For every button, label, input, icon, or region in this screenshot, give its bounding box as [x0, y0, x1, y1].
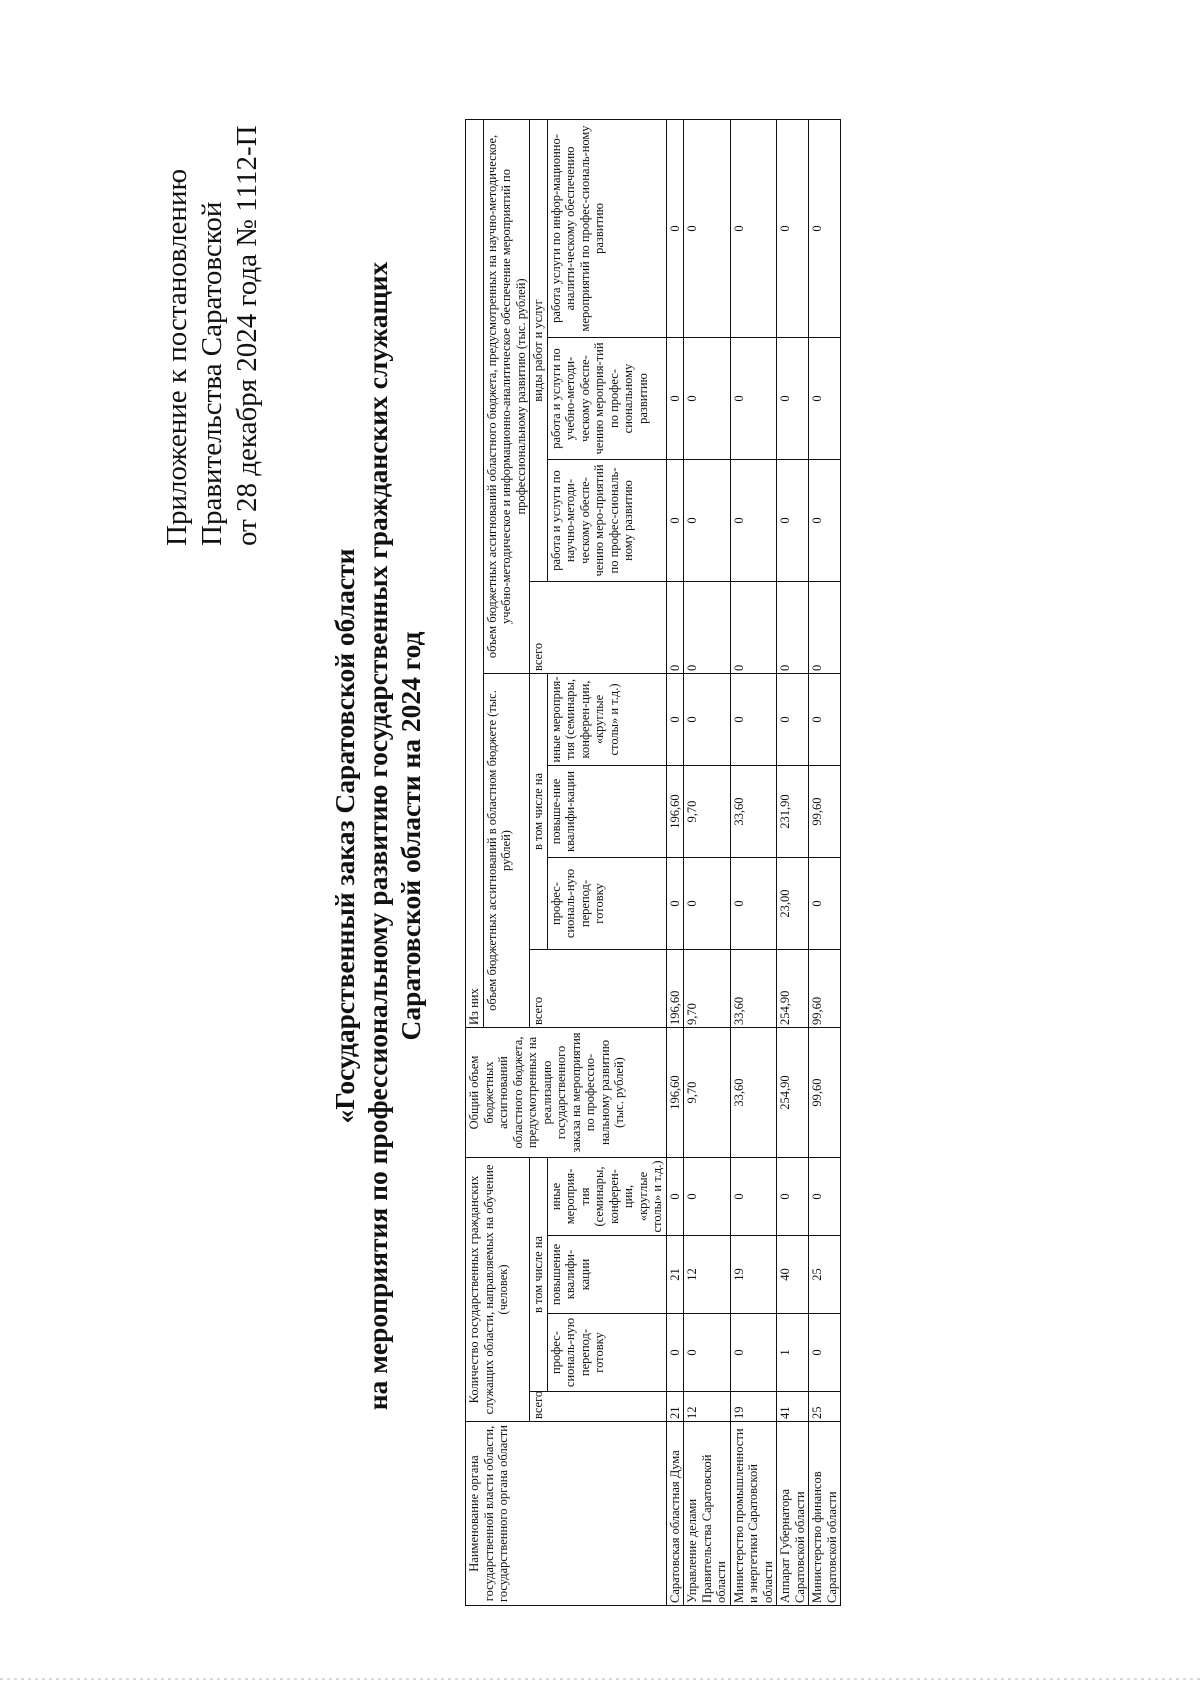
col-count-group: Количество государственных гражданских служащих области, направляемых на обучение (человек)	[466, 1158, 530, 1422]
col-budget-incl: в том числе на	[530, 674, 548, 950]
cell-budget-prof: 23,00	[777, 858, 809, 950]
cell-count-qual: 40	[777, 1236, 809, 1314]
cell-works-edu: 0	[777, 338, 809, 460]
col-works-group: объем бюджетных ассигнований областного бюджета, предусмотренных на научно-методическое, учебно-методическое и информационно-аналитическое обеспечение мероприятий по профессиональному развитию (тыс. рублей)	[483, 119, 530, 673]
col-count-incl: в том числе на	[530, 1158, 548, 1392]
cell-count-prof: 0	[684, 1314, 731, 1392]
cell-total-budget: 254,90	[777, 1028, 809, 1158]
cell-works-info: 0	[730, 119, 777, 337]
cell-budget-other: 0	[730, 674, 777, 766]
cell-works-info: 0	[809, 119, 841, 337]
cell-budget-prof: 0	[809, 858, 841, 950]
col-budget-prof: профес-сиональ-ную перепод-готовку	[547, 858, 666, 950]
cell-total-budget: 99,60	[809, 1028, 841, 1158]
col-count-prof: профес-сиональ-ную перепод-готовку	[547, 1314, 666, 1392]
table-row	[809, 119, 841, 1605]
document-title	[328, 216, 427, 1456]
cell-budget-other: 0	[666, 674, 684, 766]
col-org-name: Наименование органа государственной власти области, государственного органа области	[466, 1422, 667, 1606]
cell-budget-total: 99,60	[809, 950, 841, 1028]
col-count-total: всего	[530, 1392, 667, 1422]
cell-budget-total: 254,90	[777, 950, 809, 1028]
cell-works-total: 0	[777, 582, 809, 674]
cell-count-total: 41	[777, 1392, 809, 1422]
cell-budget-qual: 99,60	[809, 766, 841, 858]
cell-budget-other: 0	[684, 674, 731, 766]
col-count-qual: повышение квалифи-кации	[547, 1236, 666, 1314]
cell-org: Саратовская областная Дума	[666, 1422, 684, 1606]
col-of-them: Из них	[466, 119, 484, 1027]
col-budget-total: всего	[530, 950, 667, 1028]
cell-works-sci: 0	[684, 460, 731, 582]
cell-works-total: 0	[666, 582, 684, 674]
cell-budget-qual: 196,60	[666, 766, 684, 858]
cell-budget-other: 0	[777, 674, 809, 766]
cell-count-qual: 12	[684, 1236, 731, 1314]
col-budget-group: объем бюджетных ассигнований в областном бюджете (тыс. рублей)	[483, 674, 530, 1028]
cell-works-info: 0	[777, 119, 809, 337]
col-works-edu: работа и услуги по учебно-методи-ческому обеспе-чению мероприя-тий по профес-сиональному развитию	[547, 338, 666, 460]
cell-count-prof: 0	[809, 1314, 841, 1392]
col-budget-other: иные мероприя-тия (семинары, конферен-ции, «круглые столы» и т.д.)	[547, 674, 666, 766]
cell-org: Министерство промышленности и энергетики Саратовской области	[730, 1422, 777, 1606]
cell-works-sci: 0	[777, 460, 809, 582]
cell-org: Министерство финансов Саратовской области	[809, 1422, 841, 1606]
cell-org: Аппарат Губернатора Саратовской области	[777, 1422, 809, 1606]
col-works-total: всего	[530, 582, 667, 674]
cell-works-edu: 0	[730, 338, 777, 460]
cell-budget-prof: 0	[684, 858, 731, 950]
col-budget-qual: повыше-ние квалифи-кации	[547, 766, 666, 858]
cell-works-info: 0	[684, 119, 731, 337]
cell-works-sci: 0	[730, 460, 777, 582]
cell-count-total: 21	[666, 1392, 684, 1422]
cell-count-other: 0	[809, 1158, 841, 1236]
cell-budget-qual: 33,60	[730, 766, 777, 858]
cell-count-other: 0	[666, 1158, 684, 1236]
cell-works-info: 0	[666, 119, 684, 337]
cell-count-total: 19	[730, 1392, 777, 1422]
cell-budget-total: 196,60	[666, 950, 684, 1028]
cell-total-budget: 33,60	[730, 1028, 777, 1158]
cell-works-total: 0	[730, 582, 777, 674]
cell-works-edu: 0	[809, 338, 841, 460]
cell-works-edu: 0	[666, 338, 684, 460]
table-row	[777, 119, 809, 1605]
title-line-2: на мероприятия по профессиональному развитию государственных гражданских служащих	[362, 261, 393, 1411]
appendix-line-2: Правительства Саратовской	[195, 201, 228, 546]
cell-budget-total: 33,60	[730, 950, 777, 1028]
appendix-line-3: от 28 декабря 2024 года № 1112-П	[230, 125, 263, 546]
cell-budget-qual: 231,90	[777, 766, 809, 858]
scan-edge-left	[0, 1678, 1200, 1680]
col-works-kinds: виды работ и услуг	[530, 119, 548, 581]
cell-budget-prof: 0	[666, 858, 684, 950]
table-row	[684, 119, 731, 1605]
title-line-1: «Государственный заказ Саратовской области	[329, 548, 360, 1124]
cell-budget-other: 0	[809, 674, 841, 766]
budget-table-container	[465, 120, 841, 1606]
cell-works-sci: 0	[666, 460, 684, 582]
col-count-other: иные мероприя-тия (семинары, конферен-ции, «круглые столы» и т.д.)	[547, 1158, 666, 1236]
title-line-3: Саратовской области на 2024 год	[395, 631, 426, 1041]
table-row	[666, 119, 684, 1605]
cell-count-qual: 25	[809, 1236, 841, 1314]
table-row	[730, 119, 777, 1605]
cell-total-budget: 9,70	[684, 1028, 731, 1158]
appendix-line-1: Приложение к постановлению	[161, 168, 193, 546]
cell-count-prof: 1	[777, 1314, 809, 1392]
cell-works-total: 0	[684, 582, 731, 674]
cell-budget-total: 9,70	[684, 950, 731, 1028]
col-works-sci: работа и услуги по научно-методи-ческому обеспе-чению меро-приятий по профес-сиональ-ному развитию	[547, 460, 666, 582]
col-works-info: работа услуги по инфор-мационно-аналити-ческому обеспечению мероприятий по профес-сиональ-ному развитию	[547, 119, 666, 337]
col-total-budget: Общий объем бюджетных ассигнований областного бюджета, предусмотренных на реализацию государственного заказа на мероприятия по профессио-нальному развитию (тыс. рублей)	[466, 1028, 667, 1158]
cell-count-prof: 0	[730, 1314, 777, 1392]
cell-count-total: 12	[684, 1392, 731, 1422]
cell-count-other: 0	[730, 1158, 777, 1236]
cell-count-qual: 21	[666, 1236, 684, 1314]
budget-table	[465, 119, 841, 1606]
cell-works-total: 0	[809, 582, 841, 674]
cell-count-other: 0	[777, 1158, 809, 1236]
cell-count-total: 25	[809, 1392, 841, 1422]
cell-count-other: 0	[684, 1158, 731, 1236]
cell-count-prof: 0	[666, 1314, 684, 1392]
cell-total-budget: 196,60	[666, 1028, 684, 1158]
appendix-header	[160, 125, 264, 546]
cell-org: Управление делами Правительства Саратовской области	[684, 1422, 731, 1606]
cell-count-qual: 19	[730, 1236, 777, 1314]
cell-works-sci: 0	[809, 460, 841, 582]
cell-works-edu: 0	[684, 338, 731, 460]
cell-budget-qual: 9,70	[684, 766, 731, 858]
cell-budget-prof: 0	[730, 858, 777, 950]
